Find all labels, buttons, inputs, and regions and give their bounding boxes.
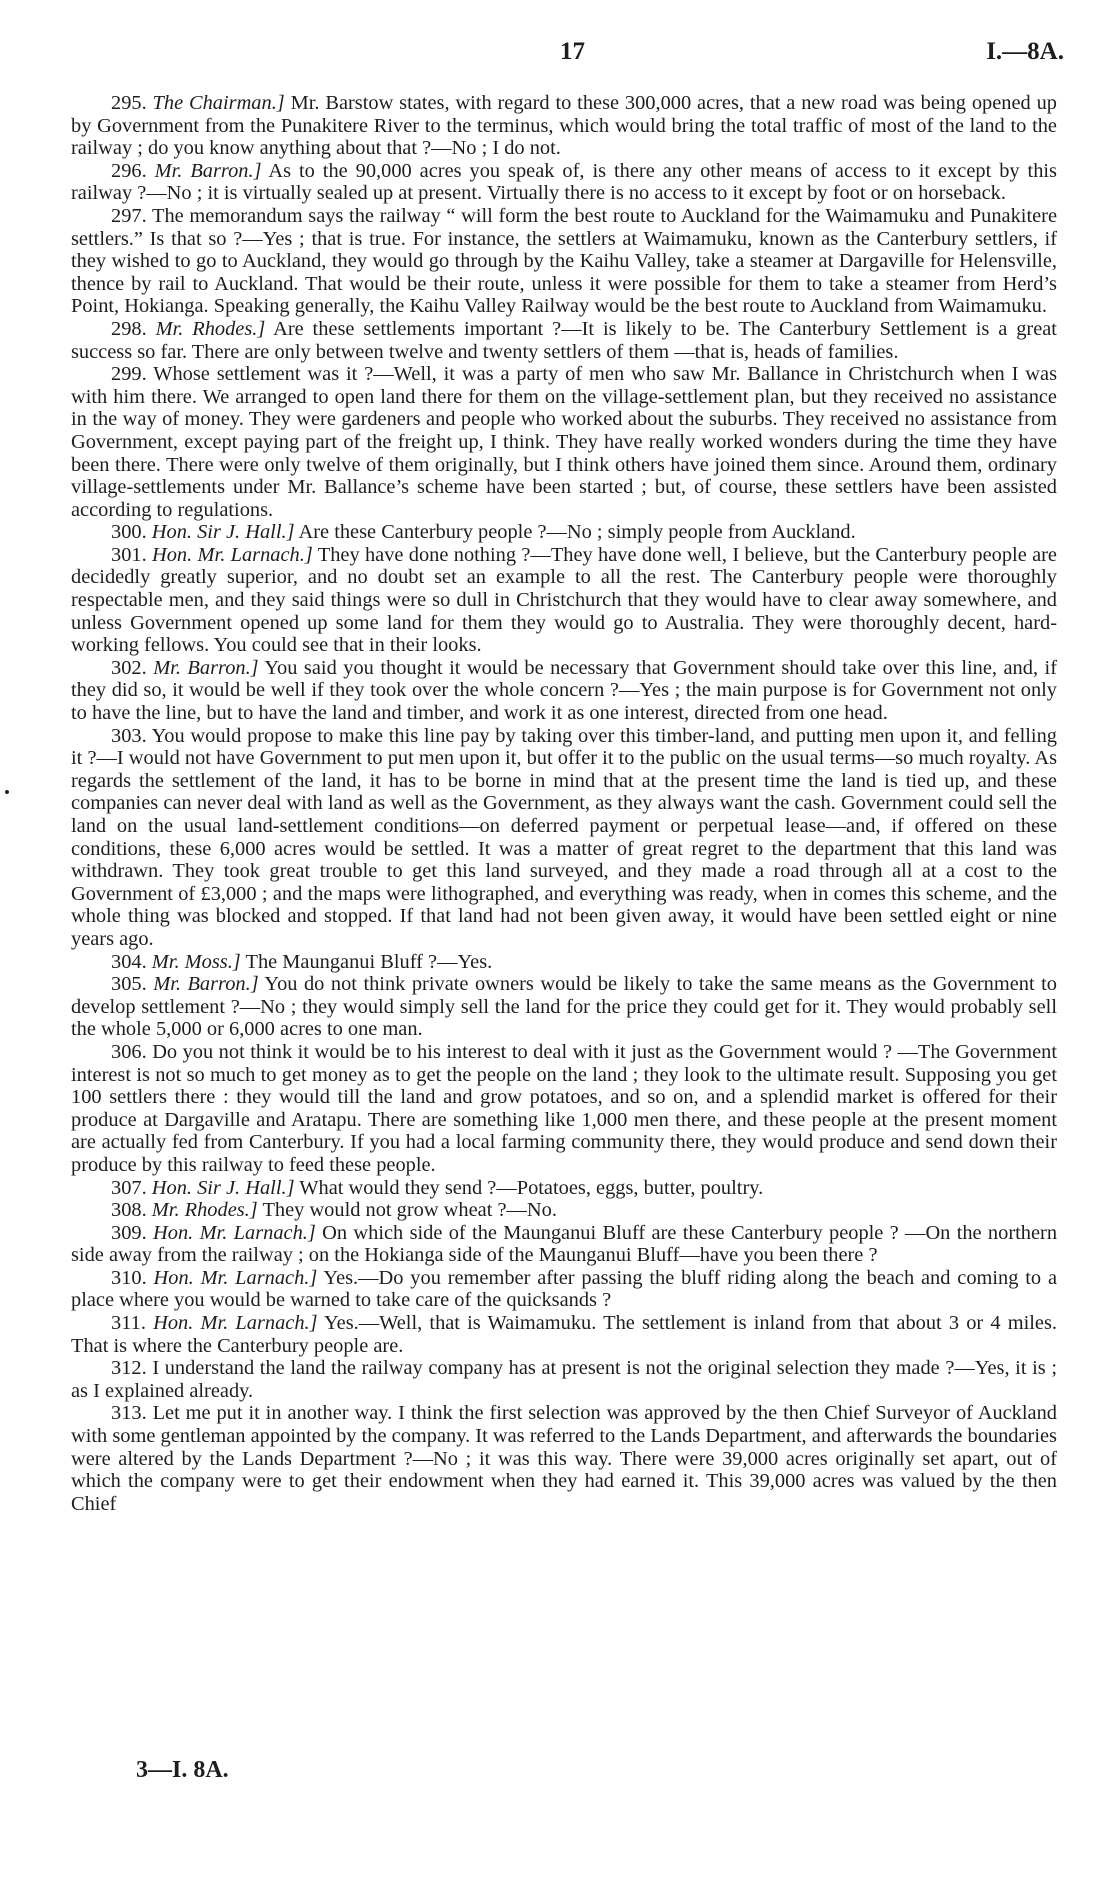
testimony-text: Yes.—Do you remember after passing the bluff riding along the beach and coming to a place where you would be warned to take care of the quicksands ? xyxy=(71,1266,1057,1312)
speaker-name: Hon. Mr. Larnach.] xyxy=(153,1266,318,1289)
speaker-name: Hon. Mr. Larnach.] xyxy=(153,1221,316,1244)
evidence-paragraph xyxy=(71,1177,1057,1200)
evidence-paragraph xyxy=(71,973,1057,1041)
page-number: 17 xyxy=(560,38,585,65)
evidence-paragraph xyxy=(71,544,1057,657)
question-number: 301. xyxy=(111,543,147,566)
question-number: 306. xyxy=(111,1040,147,1063)
question-number: 300. xyxy=(111,521,147,544)
speaker-name: Hon. Sir J. Hall.] xyxy=(151,1176,295,1199)
question-number: 304. xyxy=(111,950,147,973)
evidence-paragraph xyxy=(71,1222,1057,1267)
speaker-name: Mr. Rhodes.] xyxy=(155,317,266,340)
testimony-text: Yes.—Well, that is Waimamuku. The settlement is inland from that about 3 or 4 miles. That is where the Canterbury people are. xyxy=(71,1312,1058,1357)
speaker-name: Hon. Sir J. Hall.] xyxy=(151,521,295,544)
evidence-paragraph xyxy=(71,318,1057,363)
evidence-paragraph xyxy=(71,1357,1057,1402)
testimony-text: You would propose to make this line pay by taking over this timber-land, and putting men upon it, and felling it ?—I would not have Government to put men upon it, but offer it to the public on the usual terms—so much royalty. As regards the settlement of the land, it has to be borne in mind that at the present time the land is tied up, and these companies can never deal with land as well as the Government, as they always want the cash. Government could sell the land on the usual land-settlement conditions—on deferred payment or perpetual lease—and, if offered on these conditions, these 6,000 acres would be settled. It was a matter of great regret to the department that this land was withdrawn. They took great trouble to get this land surveyed, and they made a road through all at a cost to the Government of £3,000 ; and the maps were lithographed, and everything was ready, when in comes this scheme, and the whole thing was blocked and stopped. If that land had not been given away, it would have been settled eight or nine years ago. xyxy=(71,724,1057,950)
question-number: 295. xyxy=(111,92,147,114)
question-number: 297. xyxy=(111,204,147,227)
page-header xyxy=(0,38,1114,78)
testimony-text: As to the 90,000 acres you speak of, is there any other means of access to it except by this railway ?—No ; it is virtually sealed up at present. Virtually there is no access to it except by foot or on horseback. xyxy=(71,159,1057,205)
testimony-text: The memorandum says the railway “ will form the best route to Auckland for the Waimamuku and Punakitere settlers.” Is that so ?—Yes ; that is true. For instance, the settlers at Waimamuku, known as the Canterbury settlers, if they wished to go to Auckland, they would go through by the Kaihu Valley, take a steamer at Dargaville for Helensville, thence by rail to Auckland. That would be their route, unless it were possible for them to take a steamer from Herd’s Point, Hokianga. Speaking generally, the Kaihu Valley Railway would be the best route to Auckland from Waimamuku. xyxy=(71,204,1057,318)
testimony-text: Whose settlement was it ?—Well, it was a party of men who saw Mr. Ballance in Christchurch when I was with him there. We arranged to open land there for them on the village-settlement plan, but they received no assistance in the way of money. They were gardeners and people who worked about the suburbs. They received no assistance from Government, except paying part of the freight up, I think. They have really worked wonders during the time they have been there. There were only twelve of them originally, but I think others have joined them since. Around them, ordinary village-settlements under Mr. Ballance’s scheme have been started ; but, of course, these settlers have been assisted according to regulations. xyxy=(71,363,1058,521)
question-number: 303. xyxy=(111,724,147,747)
evidence-paragraph xyxy=(71,92,1057,160)
testimony-text: On which side of the Maunganui Bluff are these Canterbury people ? —On the northern side away from the railway ; on the Hokianga side of the Maunganui Bluff—have you been there ? xyxy=(71,1221,1058,1267)
speaker-name: Mr. Rhodes.] xyxy=(151,1199,258,1222)
question-number: 308. xyxy=(111,1199,147,1222)
evidence-paragraph xyxy=(71,1199,1057,1222)
speaker-name: Mr. Moss.] xyxy=(151,950,241,973)
testimony-text: They have done nothing ?—They have done well, I believe, but the Canterbury people are decidedly greatly superior, and no doubt set an example to all the rest. The Canterbury people were thoroughly respectable men, and they said things were so dull in Christchurch that they would have to clear away somewhere, and unless Government opened up some land for them they would go to Australia. They were thoroughly decent, hard-working fellows. You could see that in their looks. xyxy=(71,543,1057,657)
evidence-paragraph xyxy=(71,1267,1057,1312)
question-number: 299. xyxy=(111,363,147,386)
evidence-paragraph xyxy=(71,1402,1057,1515)
evidence-paragraph xyxy=(71,725,1057,951)
question-number: 311. xyxy=(111,1312,146,1335)
testimony-text: You do not think private owners would be likely to take the same means as the Government to develop settlement ?—No ; they would simply sell the land for the price they could get for it. They would probably sell the whole 5,000 or 6,000 acres to one man. xyxy=(71,973,1057,1041)
speaker-name: The Chairman.] xyxy=(152,92,285,114)
question-number: 313. xyxy=(111,1402,147,1425)
evidence-paragraph xyxy=(71,363,1057,521)
evidence-paragraph xyxy=(71,951,1057,974)
evidence-paragraph xyxy=(71,521,1057,544)
printer-signature: 3—I. 8A. xyxy=(136,1757,229,1783)
speaker-name: Hon. Mr. Larnach.] xyxy=(152,543,313,566)
question-number: 296. xyxy=(111,159,147,182)
evidence-paragraph xyxy=(71,657,1057,725)
question-number: 312. xyxy=(111,1357,147,1380)
evidence-paragraph xyxy=(71,1312,1057,1357)
question-number: 310. xyxy=(111,1266,147,1289)
question-number: 302. xyxy=(111,656,147,679)
speaker-name: Hon. Mr. Larnach.] xyxy=(153,1312,318,1335)
evidence-body xyxy=(71,92,1057,1515)
question-number: 307. xyxy=(111,1176,147,1199)
testimony-text: Are these Canterbury people ?—No ; simply people from Auckland. xyxy=(298,521,856,544)
question-number: 305. xyxy=(111,973,147,996)
speaker-name: Mr. Barron.] xyxy=(153,973,259,996)
testimony-text: They would not grow wheat ?—No. xyxy=(262,1199,557,1222)
speaker-name: Mr. Barron.] xyxy=(153,656,259,679)
testimony-text: Mr. Barstow states, with regard to these 300,000 acres, that a new road was being opened up by Government from the Punakitere River to the terminus, which would bring the total traffic of most of the land to the railway ; do you know anything about that ?—No ; I do not. xyxy=(71,92,1057,160)
speaker-name: Mr. Barron.] xyxy=(154,159,262,182)
question-number: 298. xyxy=(111,317,147,340)
testimony-text: Are these settlements important ?—It is likely to be. The Canterbury Settlement is a great success so far. There are only between twelve and twenty settlers of them —that is, heads of families. xyxy=(71,317,1057,363)
testimony-text: What would they send ?—Potatoes, eggs, butter, poultry. xyxy=(299,1176,764,1199)
testimony-text: Let me put it in another way. I think the first selection was approved by the then Chief Surveyor of Auckland with some gentleman appointed by the company. It was referred to the Lands Department, and afterwards the boundaries were altered by the Lands Department ?—No ; it was this way. There were 39,000 acres originally set apart, out of which the company were to get their endowment when they had earned it. This 39,000 acres was valued by the then Chief xyxy=(71,1402,1057,1515)
question-number: 309. xyxy=(111,1221,147,1244)
evidence-paragraph xyxy=(71,205,1057,318)
document-reference: I.—8A. xyxy=(986,38,1064,65)
testimony-text: Do you not think it would be to his interest to deal with it just as the Government would ? —The Government interest is not so much to get money as to get the people on the land ; they look to the ultimate result. Supposing you get 100 settlers there : they would till the land and grow potatoes, and so on, and a splendid market is offered for their produce at Dargaville and Aratapu. There are something like 1,000 men there, and these people at the present moment are actually fed from Canterbury. If you had a local farming community there, they would produce and send down their produce by this railway to feed these people. xyxy=(71,1040,1057,1176)
evidence-paragraph xyxy=(71,160,1057,205)
testimony-text: You said you thought it would be necessary that Government should take over this line, and, if they did so, it would be well if they took over the whole concern ?—Yes ; the main purpose is for Government not only to have the line, but to have the land and timber, and work it as one interest, directed from one head. xyxy=(71,656,1057,725)
margin-dot xyxy=(5,790,9,794)
testimony-text: The Maunganui Bluff ?—Yes. xyxy=(245,950,493,973)
evidence-paragraph xyxy=(71,1041,1057,1177)
testimony-text: I understand the land the railway company has at present is not the original selection they made ?—Yes, it is ; as I explained already. xyxy=(71,1357,1057,1402)
